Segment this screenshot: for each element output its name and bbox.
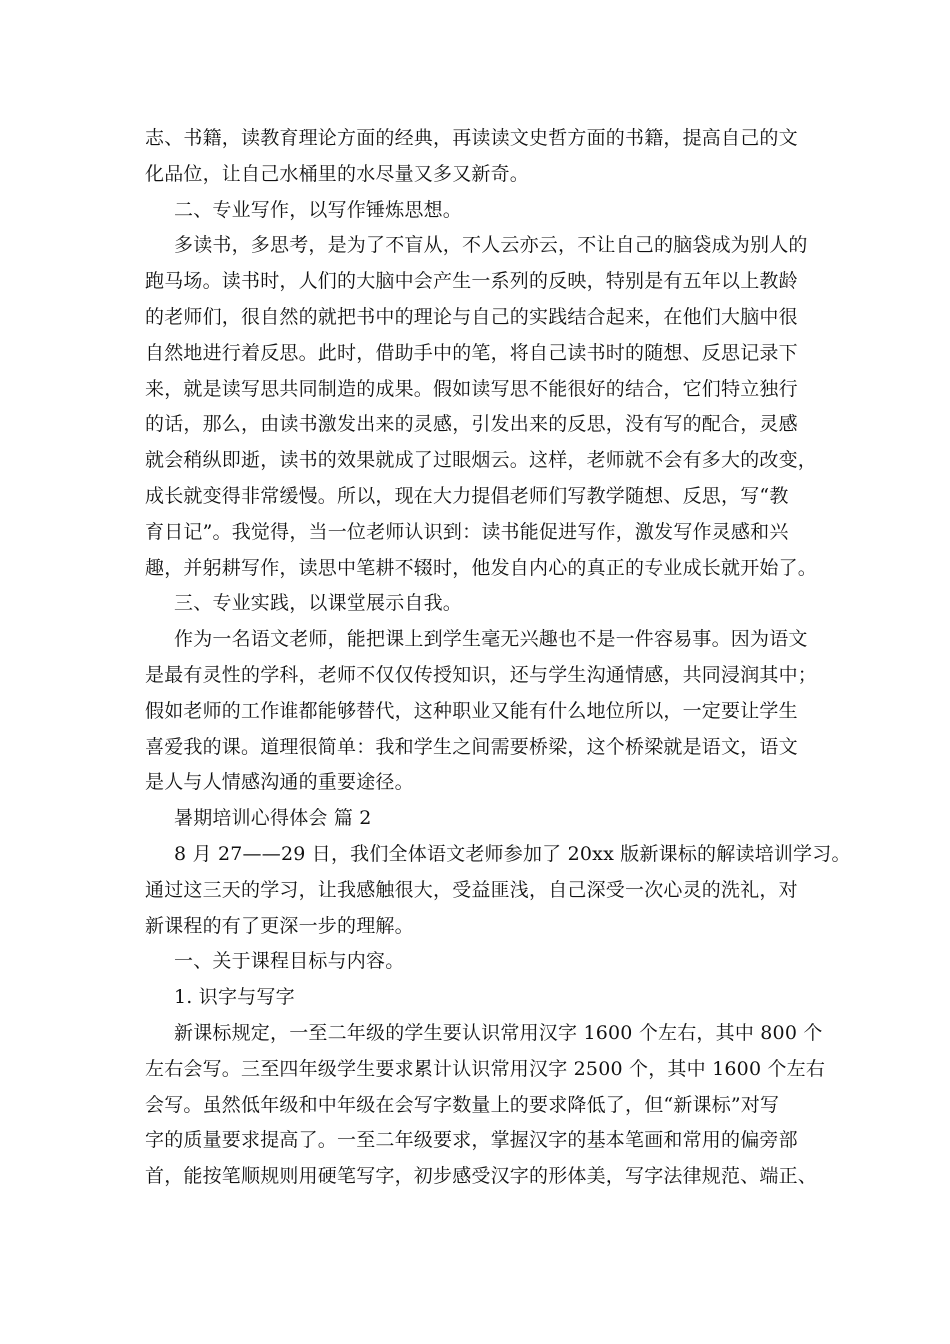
text-line: 假如老师的工作谁都能够替代，这种职业又能有什么地位所以，一定要让学生	[145, 699, 798, 722]
text-line: 的老师们，很自然的就把书中的理论与自己的实践结合起来，在他们大脑中很	[145, 305, 798, 328]
subsection-heading: 1. 识字与写字	[174, 986, 295, 1009]
text-line: 趣，并躬耕写作，读思中笔耕不辍时，他发自内心的真正的专业成长就开始了。	[145, 556, 818, 579]
text-line: 的话，那么，由读书激发出来的灵感，引发出来的反思，没有写的配合，灵感	[145, 413, 798, 436]
section-heading: 三、专业实践，以课堂展示自我。	[174, 592, 463, 615]
text-line: 是人与人情感沟通的重要途径。	[145, 771, 414, 794]
text-line: 来，就是读写思共同制造的成果。假如读写思不能很好的结合，它们特立独行	[145, 377, 798, 400]
text-line: 化品位，让自己水桶里的水尽量又多又新奇。	[145, 162, 530, 185]
section-heading: 一、关于课程目标与内容。	[174, 950, 405, 973]
text-line: 首，能按笔顺规则用硬笔写字，初步感受汉字的形体美，写字法律规范、端正、	[145, 1165, 818, 1188]
document-body	[145, 121, 851, 1195]
text-line: 会写。虽然低年级和中年级在会写字数量上的要求降低了，但“新课标”对写	[145, 1093, 780, 1116]
text-line: 是最有灵性的学科，老师不仅仅传授知识，还与学生沟通情感，共同浸润其中；	[145, 663, 818, 686]
text-line: 左右会写。三至四年级学生要求累计认识常用汉字 2500 个，其中 1600 个左右	[145, 1057, 826, 1080]
article-title: 暑期培训心得体会 篇 2	[174, 807, 372, 830]
text-line: 自然地进行着反思。此时，借助手中的笔，将自己读书时的随想、反思记录下	[145, 341, 798, 364]
text-line: 育日记”。我觉得，当一位老师认识到：读书能促进写作，激发写作灵感和兴	[145, 520, 789, 543]
text-line: 成长就变得非常缓慢。所以，现在大力提倡老师们写教学随想、反思，写“教	[145, 484, 789, 507]
text-line: 作为一名语文老师，能把课上到学生毫无兴趣也不是一件容易事。因为语文	[174, 628, 808, 651]
text-line: 新课程的有了更深一步的理解。	[145, 914, 414, 937]
text-line: 志、书籍，读教育理论方面的经典，再读读文史哲方面的书籍，提高自己的文	[145, 127, 798, 149]
text-line: 多读书，多思考，是为了不盲从，不人云亦云，不让自己的脑袋成为别人的	[174, 234, 808, 257]
text-line: 喜爱我的课。道理很简单：我和学生之间需要桥梁，这个桥梁就是语文，语文	[145, 735, 798, 758]
text-line: 跑马场。读书时，人们的大脑中会产生一系列的反映，特别是有五年以上教龄	[145, 270, 798, 293]
section-heading: 二、专业写作，以写作锤炼思想。	[174, 198, 463, 221]
text-line: 新课标规定，一至二年级的学生要认识常用汉字 1600 个左右，其中 800 个	[174, 1021, 823, 1044]
text-line: 字的质量要求提高了。一至二年级要求，掌握汉字的基本笔画和常用的偏旁部	[145, 1129, 798, 1152]
text-line: 8 月 27——29 日，我们全体语文老师参加了 20xx 版新课标的解读培训学习。	[174, 842, 851, 865]
text-line: 通过这三天的学习，让我感触很大，受益匪浅，自己深受一次心灵的洗礼，对	[145, 878, 798, 901]
text-line: 就会稍纵即逝，读书的效果就成了过眼烟云。这样，老师就不会有多大的改变，	[145, 449, 818, 472]
